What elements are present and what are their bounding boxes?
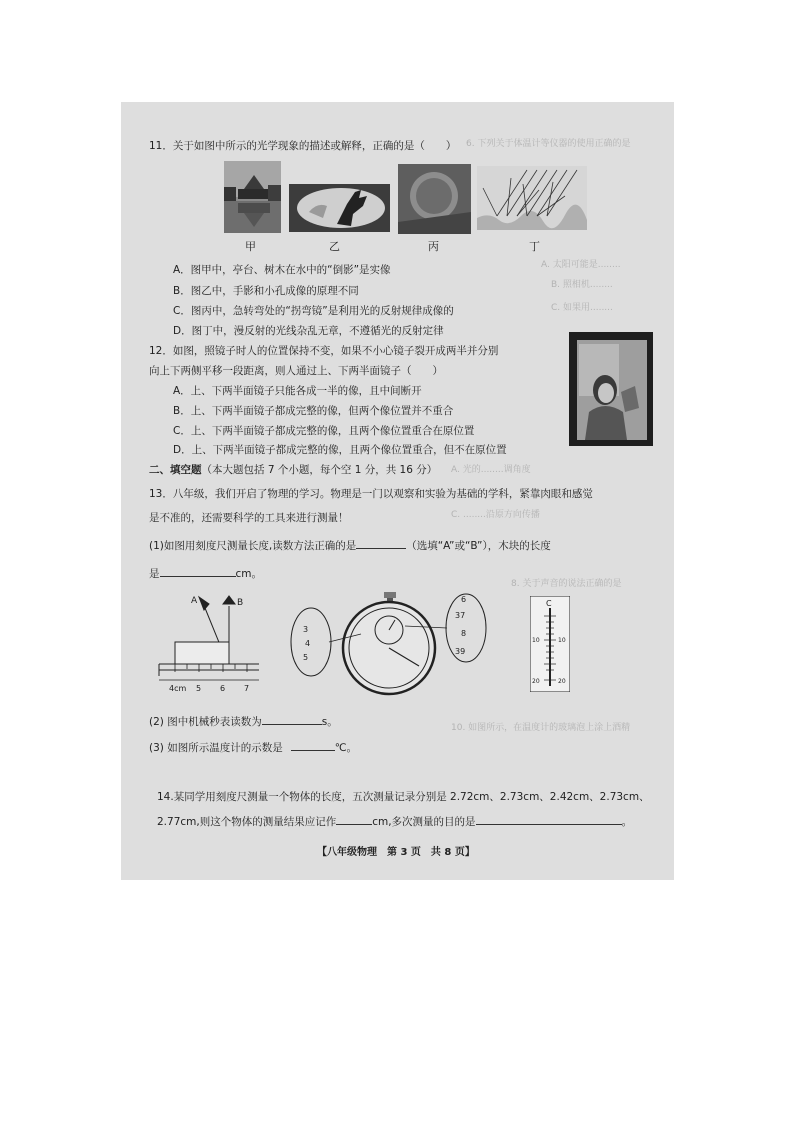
figure-stopwatch <box>289 592 491 696</box>
exam-page <box>121 102 674 880</box>
q14-text-a: 2.77cm,则这个物体的测量结果应记作 <box>157 816 337 828</box>
photo-corner-mirror <box>398 164 471 234</box>
label-yi: 乙 <box>329 240 340 253</box>
q12-stem-line1: 12．如图，照镜子时人的位置保持不变，如果不小心镜子裂开成两半并分别 <box>149 345 499 357</box>
q13-part1-unit: cm。 <box>235 568 263 580</box>
answer-blank-stopwatch[interactable] <box>262 713 322 725</box>
stopwatch-left-digit-3: 3 <box>303 625 309 634</box>
thermometer-unit: C <box>546 599 552 608</box>
q11-stem: 11．关于如图中所示的光学现象的描述或解释，正确的是（ ） <box>149 140 457 152</box>
q13-part2 <box>149 713 338 729</box>
q12-option-b: B．上、下两半面镜子都成完整的像，但两个像位置并不重合 <box>173 405 454 417</box>
bleed-through-text: C. ........沿原方向传播 <box>451 510 540 520</box>
thermometer-tick-right-10: 10 <box>558 637 566 644</box>
thermometer-tick-left-20: 20 <box>532 678 540 685</box>
thermometer-tick-right-20: 20 <box>558 678 566 685</box>
section2-heading <box>149 463 437 477</box>
answer-blank-block-length[interactable] <box>160 565 236 577</box>
q13-part1-text-c: 是 <box>149 568 160 580</box>
ruler-tick-4cm: 4cm <box>169 684 187 693</box>
ruler-tick-5: 5 <box>196 684 202 693</box>
label-ding: 丁 <box>529 240 540 253</box>
stopwatch-left-digit-5: 5 <box>303 653 309 662</box>
q11-option-c: C．图丙中，急转弯处的“拐弯镜”是利用光的反射规律成像的 <box>173 305 454 317</box>
q13-part1 <box>149 537 551 553</box>
answer-blank-thermometer[interactable] <box>291 739 335 751</box>
q14-text-b: cm,多次测量的目的是 <box>372 816 476 828</box>
q13-line2: 是不准的，还需要科学的工具来进行测量！ <box>149 512 349 524</box>
bleed-through-text: A. 太阳可能是........ <box>541 260 621 270</box>
q14-line1: 14.某同学用刻度尺测量一个物体的长度，五次测量记录分别是 2.72cm、2.73cm、2.42cm、2.73cm、 <box>157 791 650 803</box>
q14-end: 。 <box>621 816 633 828</box>
q13-part1-text-a: (1)如图用刻度尺测量长度,读数方法正确的是 <box>149 540 357 552</box>
section2-title: 二、填空题 <box>149 464 202 476</box>
section2-note: （本大题包括 7 个小题，每个空 1 分，共 16 分） <box>201 464 438 476</box>
stopwatch-left-digit-4: 4 <box>305 639 311 648</box>
ruler-tick-7: 7 <box>244 684 250 693</box>
stopwatch-right-digit-6: 6 <box>461 595 467 604</box>
bleed-through-text: B. 照相机........ <box>551 280 613 290</box>
q13-part1-text-b: （选填“A”或“B”），木块的长度 <box>406 540 551 552</box>
stopwatch-right-digit-39: 39 <box>455 647 466 656</box>
bleed-through-text: 8. 关于声音的说法正确的是 <box>511 579 622 589</box>
q13-part3-text: (3) 如图所示温度计的示数是 <box>149 742 283 754</box>
q12-option-d: D．上、下两半面镜子都成完整的像，且两个像位置重合，但不在原位置 <box>173 444 507 456</box>
bleed-through-text: C. 如果用........ <box>551 303 613 313</box>
bleed-through-text: 6. 下列关于体温计等仪器的使用正确的是 <box>466 139 631 149</box>
ruler-label-b: B <box>237 598 244 608</box>
photo-mirror-person <box>569 332 653 446</box>
q13-part2-text: (2) 图中机械秒表读数为 <box>149 716 262 728</box>
label-bing: 丙 <box>428 240 439 253</box>
answer-blank-reading-method[interactable] <box>356 537 406 549</box>
ruler-tick-6: 6 <box>220 684 226 693</box>
q13-part3-unit: ℃。 <box>334 742 358 754</box>
q11-option-b: B．图乙中，手影和小孔成像的原理不同 <box>173 285 359 297</box>
photo-hand-shadow <box>289 184 390 232</box>
q12-stem-line2: 向上下两侧平移一段距离，则人通过上、下两半面镜子（ ） <box>149 365 443 377</box>
q13-part1-cont <box>149 565 262 581</box>
page-footer: 【八年级物理 第 3 页 共 8 页】 <box>317 847 475 858</box>
stopwatch-right-digit-37: 37 <box>455 611 466 620</box>
q12-option-c: C．上、下两半面镜子都成完整的像，且两个像位置重合在原位置 <box>173 425 475 437</box>
q11-option-d: D．图丁中，漫反射的光线杂乱无章，不遵循光的反射定律 <box>173 325 444 337</box>
q13-part3 <box>149 739 357 755</box>
thermometer-tick-left-10: 10 <box>532 637 540 644</box>
q14-line2 <box>157 813 632 829</box>
answer-blank-purpose[interactable] <box>476 813 622 825</box>
bleed-through-text: A. 光的........调角度 <box>451 465 531 475</box>
ruler-label-a: A <box>191 596 198 606</box>
stopwatch-right-digit-8: 8 <box>461 629 467 638</box>
figure-thermometer <box>530 596 570 692</box>
diagram-diffuse-reflection <box>477 166 587 230</box>
bleed-through-text: 10. 如图所示，在温度计的玻璃泡上涂上酒精 <box>451 723 631 733</box>
q12-option-a: A．上、下两半面镜子只能各成一半的像，且中间断开 <box>173 385 422 397</box>
photo-pavilion-reflection <box>224 161 281 233</box>
figure-ruler-measurement <box>149 592 269 698</box>
q13-part2-unit: s。 <box>321 716 338 728</box>
answer-blank-result[interactable] <box>336 813 372 825</box>
label-jia: 甲 <box>245 240 256 253</box>
q11-option-a: A．图甲中，亭台、树木在水中的“倒影”是实像 <box>173 264 391 276</box>
q13-line1: 13．八年级，我们开启了物理的学习。物理是一门以观察和实验为基础的学科，紧靠肉眼和感觉 <box>149 488 593 500</box>
